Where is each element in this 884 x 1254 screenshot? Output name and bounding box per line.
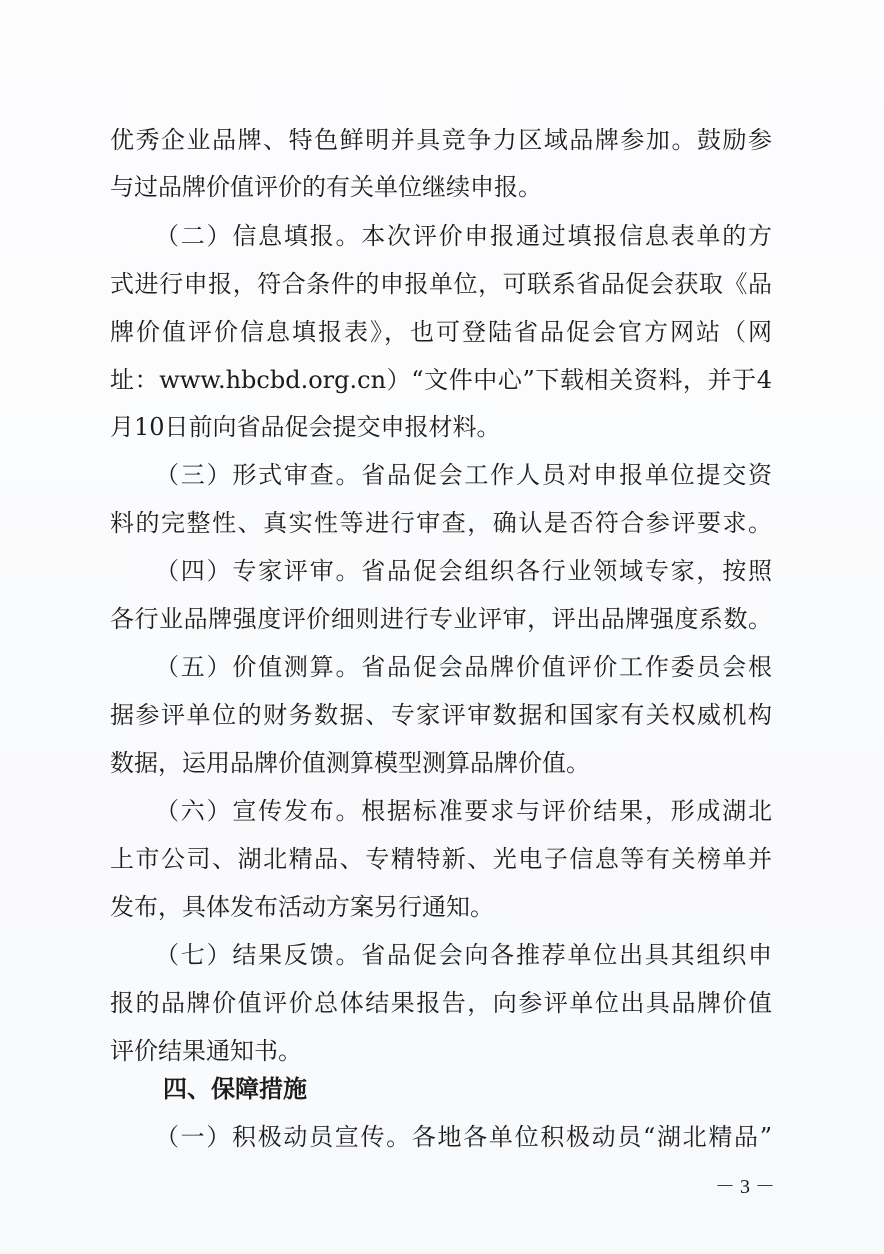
text-line: （一）积极动员宣传。各地各单位积极动员“湖北精品” <box>155 1123 772 1151</box>
text-line: 址：www.hbcbd.org.cn）“文件中心”下载相关资料，并于4 <box>110 366 772 394</box>
text-line: 料的完整性、真实性等进行审查，确认是否符合参评要求。 <box>110 509 772 537</box>
text-line: 报的品牌价值评价总体结果报告，向参评单位出具品牌价值 <box>110 989 772 1017</box>
text-line: 与过品牌价值评价的有关单位继续申报。 <box>110 173 542 201</box>
text-line: 优秀企业品牌、特色鲜明并具竞争力区域品牌参加。鼓励参 <box>110 126 772 154</box>
text-line: 据参评单位的财务数据、专家评审数据和国家有关权威机构 <box>110 701 772 729</box>
section-heading: 四、保障措施 <box>163 1074 307 1103</box>
text-line: 各行业品牌强度评价细则进行专业评审，评出品牌强度系数。 <box>110 605 772 633</box>
text-line: 月10日前向省品促会提交申报材料。 <box>110 413 501 441</box>
text-line: （七）结果反馈。省品促会向各推荐单位出具其组织申 <box>155 941 772 969</box>
text-line: （五）价值测算。省品促会品牌价值评价工作委员会根 <box>155 653 772 681</box>
text-line: 牌价值评价信息填报表》，也可登陆省品促会官方网站（网 <box>110 318 772 346</box>
text-line: （三）形式审查。省品促会工作人员对申报单位提交资 <box>155 461 772 489</box>
page-number: － 3 － <box>715 1176 775 1198</box>
text-line: （二）信息填报。本次评价申报通过填报信息表单的方 <box>155 222 772 250</box>
text-line: 上市公司、湖北精品、专精特新、光电子信息等有关榜单并 <box>110 845 772 873</box>
text-line: （六）宣传发布。根据标准要求与评价结果，形成湖北 <box>155 797 772 825</box>
text-line: 评价结果通知书。 <box>110 1037 302 1065</box>
text-line: （四）专家评审。省品促会组织各行业领域专家，按照 <box>155 557 772 585</box>
text-line: 发布，具体发布活动方案另行通知。 <box>110 893 494 921</box>
text-line: 式进行申报，符合条件的申报单位，可联系省品促会获取《品 <box>110 270 772 298</box>
text-line: 数据，运用品牌价值测算模型测算品牌价值。 <box>110 749 590 777</box>
